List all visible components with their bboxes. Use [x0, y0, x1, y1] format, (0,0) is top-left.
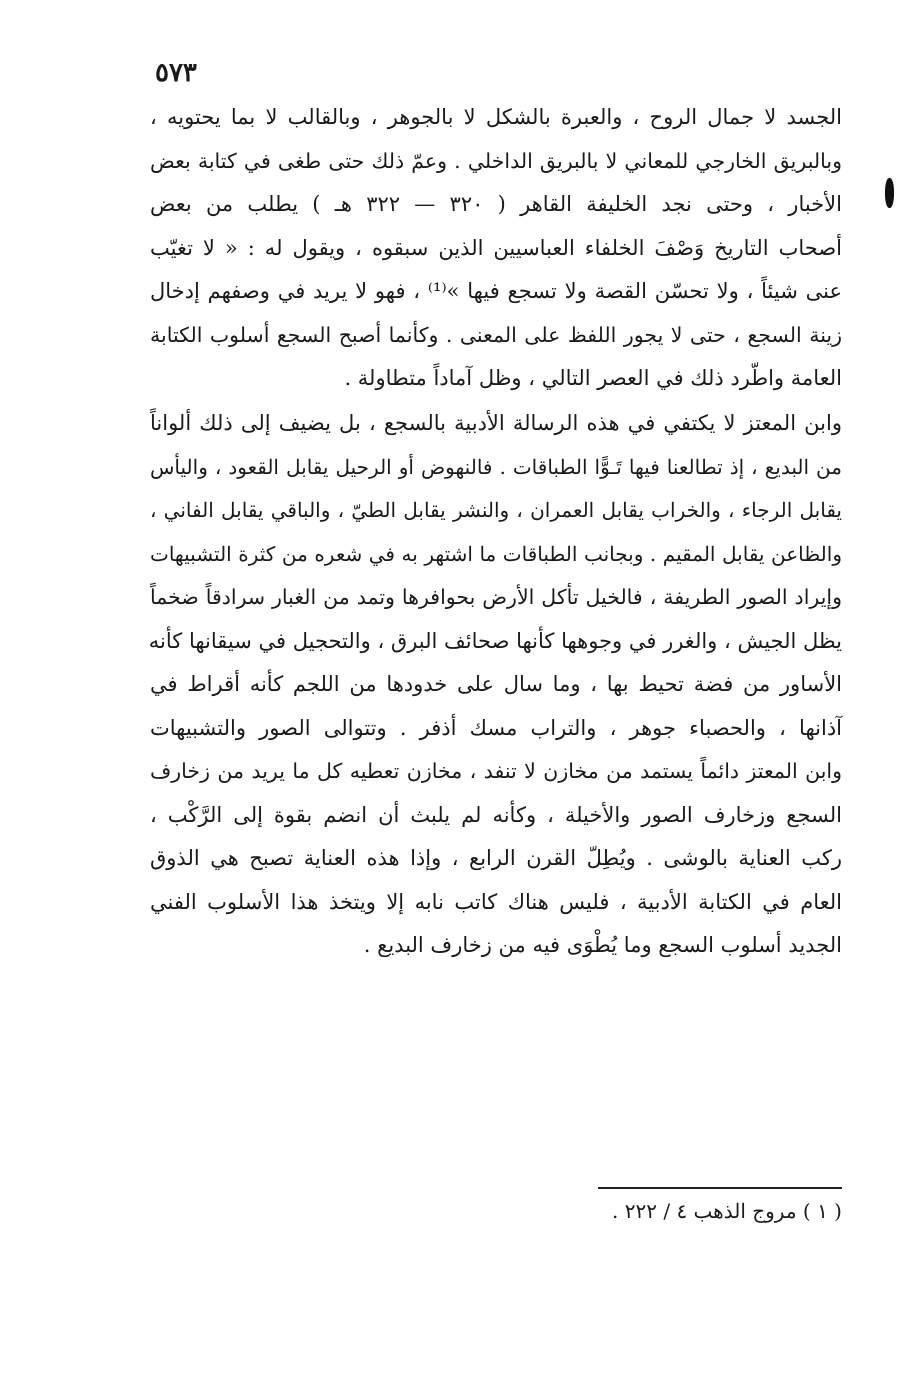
paragraph-1	[150, 96, 842, 401]
text-line: وبالبريق الخارجي للمعاني لا بالبريق الداخلي . وعمّ ذلك حتى طغى في كتابة بعض	[150, 148, 842, 173]
text-line: وابن المعتز دائماً يستمد من مخازن لا تنفد ، مخازن تعطيه كل ما يريد من زخارف	[150, 759, 842, 783]
text-line: من البديع ، إذ تطالعنا فيها تَـوًّا الطباقات . فالنهوض أو الرحيل يقابل القعود ، واليأس	[150, 454, 842, 479]
text-line: الأساور من فضة تحيط بها ، وما سال على خدودها من اللجم كأنه أقراط في	[150, 672, 842, 696]
text-line: الجسد لا جمال الروح ، والعبرة بالشكل لا بالجوهر ، وبالقالب لا بما يحتويه ،	[150, 105, 842, 129]
paragraph-2	[150, 402, 842, 968]
text-line: وإيراد الصور الطريفة ، فالخيل تأكل الأرض بحوافرها وتمد من الغبار سرادقاً ضخماً	[150, 585, 842, 609]
text-line: زينة السجع ، حتى لا يجور اللفظ على المعنى . وكأنما أصبح السجع أسلوب الكتابة	[150, 322, 842, 347]
text-line: ركب العناية بالوشى . ويُطِلّ القرن الرابع ، وإذا هذه العناية تصبح هي الذوق	[150, 846, 842, 870]
text-line: أصحاب التاريخ وَصْفَ الخلفاء العباسيين الذين سبقوه ، ويقول له : « لا تغيّب	[150, 235, 842, 260]
margin-ink-mark	[885, 178, 894, 208]
text-line: الأخبار ، وحتى نجد الخليفة القاهر ( ٣٢٠ — ٣٢٢ هـ ) يطلب من بعض	[150, 192, 842, 216]
text-line: عنى شيئاً ، ولا تحسّن القصة ولا تسجع فيها »⁽¹⁾ ، فهو لا يريد في وصفهم إدخال	[150, 279, 842, 303]
text-line: والظاعن يقابل المقيم . وبجانب الطباقات ما اشتهر به في شعره من كثرة التشبيهات	[150, 541, 842, 566]
page-number: ٥٧٣	[155, 58, 197, 88]
text-line: يظل الجيش ، والغرر في وجوهها كأنها صحائف البرق ، والتحجيل في سيقانها كأنه	[148, 628, 842, 653]
text-line: وابن المعتز لا يكتفي في هذه الرسالة الأدبية بالسجع ، بل يضيف إلى ذلك ألواناً	[150, 411, 842, 435]
text-line: السجع وزخارف الصور والأخيلة ، وكأنه لم يلبث أن انضم بقوة إلى الرَّكْب ،	[150, 802, 842, 827]
text-line: العامة واطّرد ذلك في العصر التالي ، وظل آماداً متطاولة .	[344, 366, 842, 390]
text-line: الجديد أسلوب السجع وما يُطْوَى فيه من زخارف البديع .	[363, 933, 842, 957]
footnote: ( ١ ) مروج الذهب ٤ / ٢٢٢ .	[612, 1199, 842, 1223]
text-line: يقابل الرجاء ، والخراب يقابل العمران ، والنشر يقابل الطيّ ، والباقي يقابل الفاني ،	[150, 498, 842, 522]
text-line: العام في الكتابة الأدبية ، فليس هناك كاتب نابه إلا ويتخذ هذا الأسلوب الفني	[150, 889, 842, 914]
footnote-divider	[598, 1187, 842, 1189]
text-line: آذانها ، والحصباء جوهر ، والتراب مسك أذفر . وتتوالى الصور والتشبيهات	[150, 715, 842, 740]
